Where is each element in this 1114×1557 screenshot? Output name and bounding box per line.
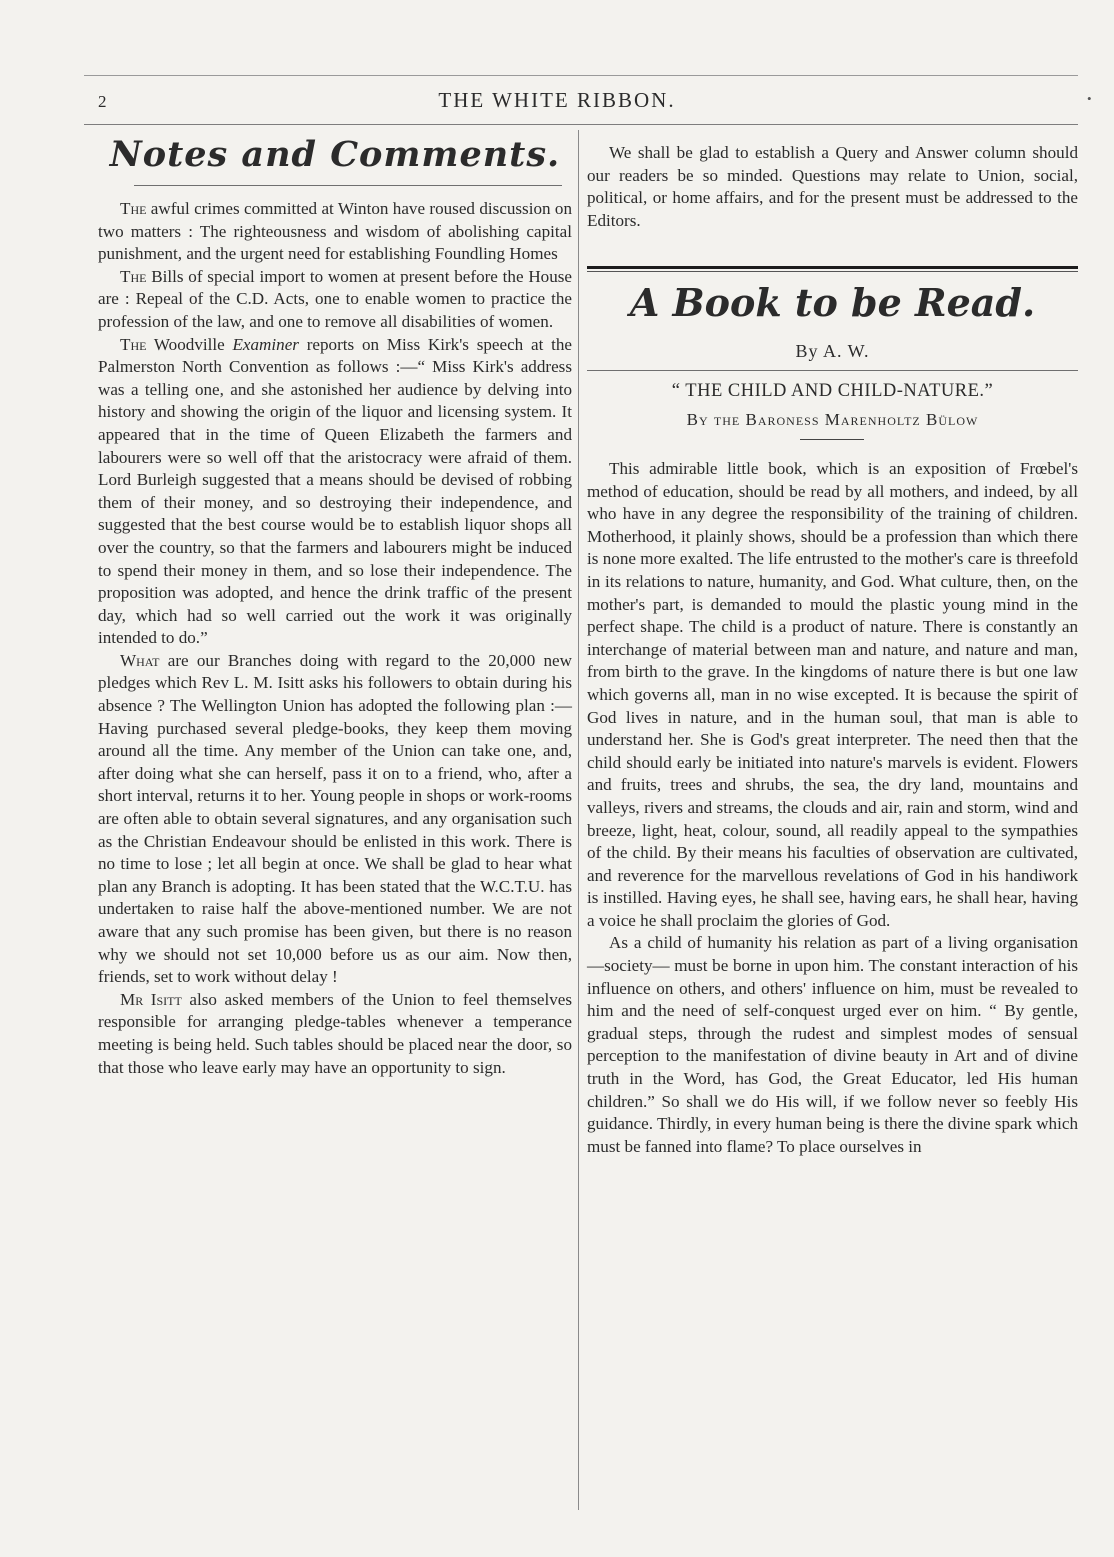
notice-paragraph: We shall be glad to establish a Query and Answer column should our readers be so minded. Questions may relate to Union, social, political, or home affairs, and for the present must be addressed to the Editors. xyxy=(587,143,1078,230)
header-rule xyxy=(84,124,1078,125)
paragraph-text: Bills of special import to women at present before the House are : Repeal of the C.D. Acts, one to enable women to practice the profession of the law, and one to remove all disabilities of women. xyxy=(98,266,572,331)
paragraph-text: awful crimes committed at Winton have roused discussion on two matters : The righteousness and wisdom of abolishing capital punishment, and the urgent need for establishing Foundling Homes xyxy=(98,199,572,264)
query-column-notice xyxy=(587,142,1078,232)
short-rule xyxy=(800,439,864,440)
section-thick-rule xyxy=(587,266,1078,269)
lead-word: Mr Isitt xyxy=(120,989,182,1009)
book-name: “ THE CHILD AND CHILD-NATURE.” xyxy=(671,381,994,401)
review-paragraph: As a child of humanity his relation as part of a living organisation —society— must be borne in upon him. The constant interaction of his influence on others, and others' influence on him, must be revealed to him and the need of self-conquest urged ever on him. “ By gentle, gradual steps, through the rudest and simplest modes of sensual perception to the manifestation of divine beauty in Art and of divine truth in the Word, has God, the Great Educator, led His human children.” So shall we do His will, if we follow never so feebly His guidance. Thirdly, in every human being is there the divine spark which must be fanned into flame? To place ourselves in xyxy=(587,933,1078,1156)
notes-paragraph xyxy=(98,266,572,334)
notes-title-rule xyxy=(134,185,562,186)
book-section-title: A Book to be Read. xyxy=(629,280,1036,325)
byline-rule xyxy=(587,370,1078,371)
paragraph-text: are our Branches doing with regard to the 20,000 new pledges which Rev L. M. Isitt asks his followers to obtain during his absence ? The Wellington Union has adopted the following plan :—Having purchased several pledge-books, they keep them moving around all the time. Any member of the Union can take one, and, after doing what she can herself, pass it on to a friend, who, after a short interval, returns it to her. Young people in shops or work-rooms are often able to obtain several signatures, and any organisation such as the Christian Endeavour should be enlisted in this work. There is no time to lose ; let all begin at once. We shall be glad to hear what plan any Branch is adopting. It has been stated that the W.C.T.U. has undertaken to raise half the above-mentioned number. We are not aware that any such promise has been given, but there is no reason why we should not set 10,000 before us as our aim. Now then, friends, set to work without delay ! xyxy=(98,650,572,987)
lead-word: The xyxy=(120,199,147,218)
notes-title: Notes and Comments. xyxy=(109,134,561,175)
running-title: THE WHITE RIBBON. xyxy=(438,88,676,112)
review-column xyxy=(587,458,1078,1158)
lead-word: What xyxy=(120,650,160,670)
notes-paragraph xyxy=(98,334,572,650)
notes-column xyxy=(98,198,572,1079)
newspaper-name: Examiner xyxy=(232,334,299,354)
byline: By A. W. xyxy=(795,341,870,361)
paragraph-text: also asked members of the Union to feel themselves responsible for arranging pledge-tables whenever a temperance meeting is being held. Such tables should be placed near the door, so that those who leave early may have an opportunity to sign. xyxy=(98,989,573,1077)
book-author: By the Baroness Marenholtz Bülow xyxy=(686,410,979,429)
notes-paragraph xyxy=(98,989,572,1079)
column-divider xyxy=(578,130,579,1510)
edge-mark: • xyxy=(1087,91,1092,106)
paragraph-text-pre: Woodville xyxy=(146,334,233,354)
notes-paragraph xyxy=(98,650,572,989)
notes-paragraph xyxy=(98,198,572,266)
review-paragraph: This admirable little book, which is an exposition of Frœbel's method of education, should be read by all mothers, and indeed, by all who have in any degree the responsibility of the training of children. Motherhood, it plainly shows, should be a profession than which there is none more exalted. The life entrusted to the mother's care is threefold in its relations to nature, humanity, and God. What culture, then, on the mother's part, is demanded to mould the plastic young mind in the perfect shape. The child is a product of nature. There is constantly an interchange of material between man and nature, and nature and man, from birth to the grave. In the kingdoms of nature there is but one law which governs all, man in no wise excepted. It is because the spirit of God lives in nature, and in the human soul, that man is able to understand her. She is God's great interpreter. The need then that the child should early be initiated into nature's marvels is evident. Flowers and fruits, trees and shrubs, the sea, the dry land, mountains and valleys, rivers and streams, the clouds and air, rain and storm, wind and breeze, light, heat, colour, sound, all readily appeal to the sympathies of the child. By their means his faculties of observation are cultivated, and reverence for the marvellous revelations of God in his handiwork is instilled. Having eyes, he shall see, having ears, he shall hear, having a voice he shall proclaim the glories of God. xyxy=(587,459,1078,930)
lead-word: The xyxy=(120,334,147,354)
top-rule xyxy=(84,75,1078,76)
paragraph-text: reports on Miss Kirk's speech at the Palmerston North Convention as follows :—“ Miss Kirk's address was a telling one, and she astonished her audience by delving into history and showing the origin of the liquor and licensing system. It appeared that in the time of Queen Elizabeth the farmers and labourers were so well off that the aristocracy were afraid of them. Lord Burleigh suggested that a means should be devised of robbing them of their money, and so destroying their independence, and suggested that the best course would be to establish liquor shops all over the country, so that the farmers and labourers might be induced to spend their money in them, and so lose their independence. The proposition was adopted, and hence the drink traffic of the present day, which had so well carried out the work it was originally intended to do.” xyxy=(98,334,572,648)
lead-word: The xyxy=(120,266,147,286)
page-number: 2 xyxy=(98,92,107,111)
section-thin-rule xyxy=(587,271,1078,272)
